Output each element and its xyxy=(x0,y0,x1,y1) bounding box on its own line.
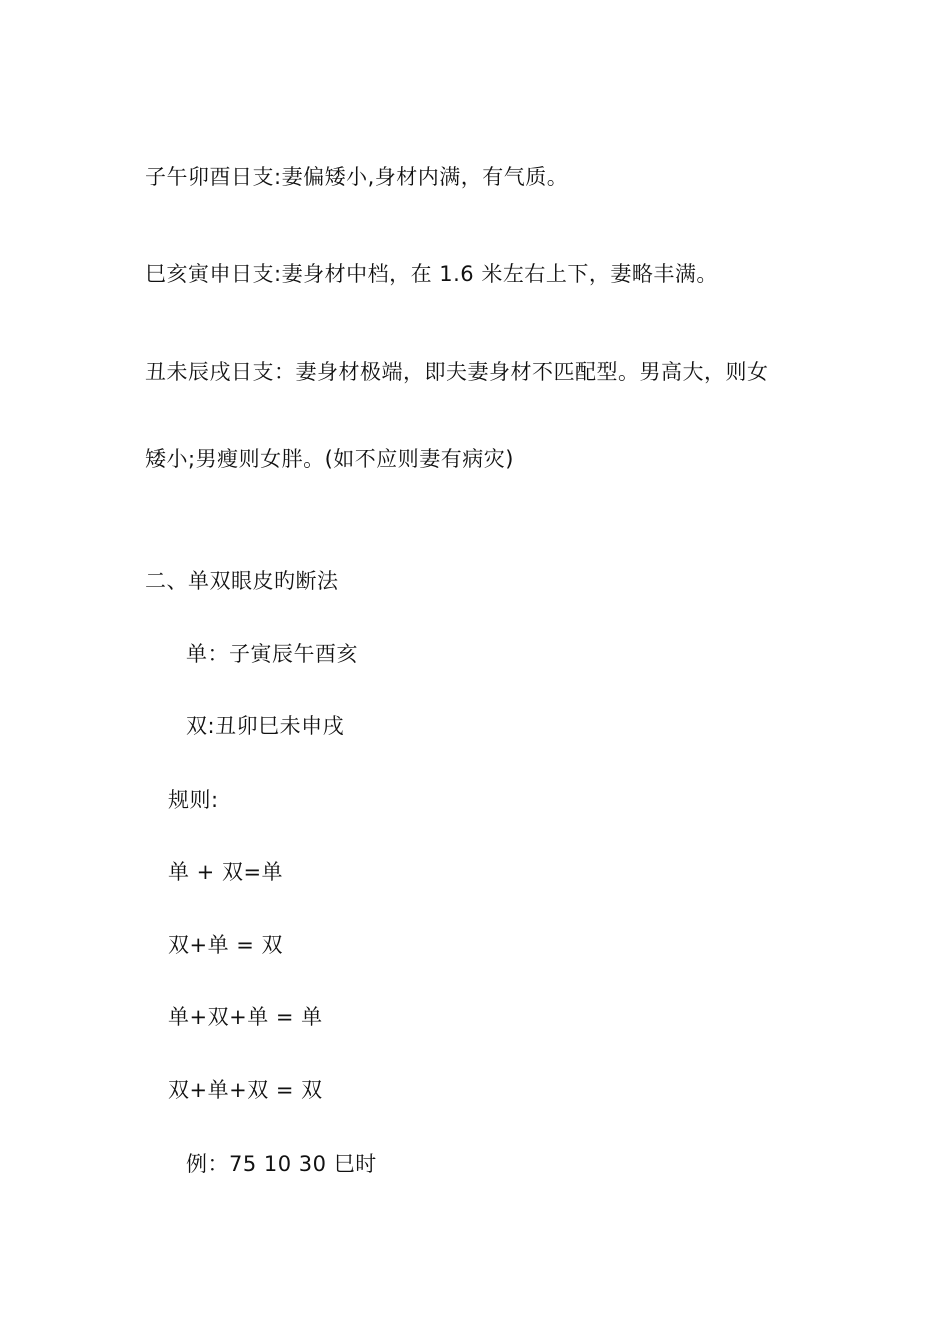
double-eyelid-line: 双:丑卯巳未申戌 xyxy=(186,714,345,738)
rule-item: 单 + 双=单 xyxy=(168,860,284,884)
rule-item: 双+单+双 = 双 xyxy=(168,1078,323,1102)
paragraph-chou-wei-chen-xu: 丑未辰戌日支：妻身材极端，即夫妻身材不匹配型。男高大，则女 xyxy=(145,360,769,384)
rule-item: 单+双+单 = 单 xyxy=(168,1005,323,1029)
example-line: 例：75 10 30 巳时 xyxy=(186,1152,377,1176)
section-heading: 二、单双眼皮旳断法 xyxy=(145,569,339,593)
paragraph-continuation: 矮小;男瘦则女胖。(如不应则妻有病灾) xyxy=(145,447,514,471)
rules-label: 规则: xyxy=(168,788,219,812)
rule-item: 双+单 = 双 xyxy=(168,933,284,957)
single-eyelid-line: 单：子寅辰午酉亥 xyxy=(186,642,358,666)
paragraph-zi-wu-mao-you: 子午卯酉日支:妻偏矮小,身材内满，有气质。 xyxy=(145,165,569,189)
paragraph-si-hai-yin-shen: 巳亥寅申日支:妻身材中档，在 1.6 米左右上下，妻略丰满。 xyxy=(145,262,718,286)
